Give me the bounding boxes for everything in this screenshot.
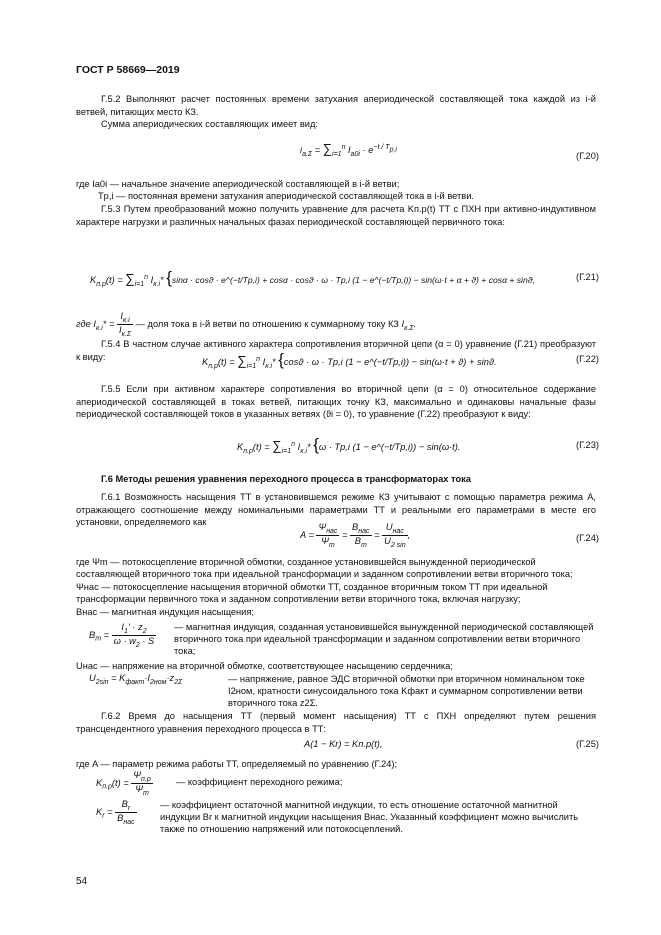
formula-b-m: $B_m$ = $\frac{I_1' \cdot z_2}{\omega \cdot w_2 \cdot S}$: [89, 622, 155, 649]
equation-g25: A(1 − Kr) = Kп.р(t),: [304, 739, 383, 749]
equation-g23: $K_{п.р}(t) = \sum_{i=1}^n$ $I_{к.i}*$ {ω · Tp,i (1 − e^(−t/Tp,i)) − sin(ω·t).: [237, 435, 461, 455]
paragraph-g54: Г.5.4 В частном случае активного характера сопротивления вторичной цепи (α = 0) уравнение (Г.21) преобразуют к виду:: [76, 339, 596, 362]
equation-number-g22: (Г.22): [575, 354, 599, 364]
equation-g23-body: ω · Tp,i (1 − e^(−t/Tp,i)) − sin(ω·t).: [318, 442, 461, 452]
paragraph-g53: Г.5.3 Путем преобразований можно получить уравнение для расчета Kп.р(t) ТТ с ПХН при активно-индуктивном характере нагрузки и различных начальных фазах периодической составляющей первичного тока:: [76, 204, 596, 227]
definition-b-m: — магнитная индукция, созданная установившейся вынужденной периодической составляющей вторичного тока при идеальной трансформации и заданном сопротивлении ветви вторичного тока;: [174, 622, 594, 657]
paragraph-g62: Г.6.2 Время до насыщения ТТ (первый момент насыщения) ТТ с ПХН определяют путем решения трансцендентного уравнения переходного процесса в ТТ:: [76, 711, 596, 734]
definition-u-2sin: — напряжение, равное ЭДС вторичной обмотки при вторичном номинальном токе I2ном, кратности синусоидального тока Kфакт и суммарном сопротивлении ветви вторичного тока z2Σ.: [228, 674, 585, 709]
equation-number-g20: (Г.20): [575, 151, 599, 161]
definition-psi-m: где Ψm — потокосцепление вторичной обмотки, созданное установившейся вынужденной периодической составляющей вторичного тока при идеальной трансформации и заданном сопротивлении ветви вторичного тока;: [76, 557, 573, 580]
definition-k-r: — коэффициент остаточной магнитной индукции, то есть отношение остаточной магнитной индукции Br к магнитной индукции насыщения Bнас. Указанный коэффициент можно вычислить также по отношению напряжений или потокосцеплений.: [160, 800, 579, 835]
definition-tp: Tp,i — постоянная времени затухания апериодической составляющей тока в i-й ветви.: [98, 191, 475, 201]
equation-g20: $i_{a.\Sigma} = \sum_{i=1}^n$ $I_{a0i} \cdot e^{-t / T_{p,i}}$: [300, 141, 397, 158]
paragraph-g52b: Сумма апериодических составляющих имеет вид:: [101, 119, 318, 129]
definition-psi-nas: Ψнас — потокосцепление насыщения вторичной обмотки ТТ, созданное вторичным током ТТ при идеальной трансформации первичного тока и заданном сопротивлении ветви вторичного тока, включая нагрузку;: [76, 582, 548, 605]
paragraph-g55: Г.5.5 Если при активном характере сопротивления во вторичной цепи (α = 0) относительное содержание апериодической составляющей в токах ветвей, питающих точку КЗ, максимально и одинаковы начальные фазы периодической составляющей токов в указанных ветвях (ϑi = 0), то уравнение (Г.22) преобразуют к виду:: [76, 384, 596, 420]
definition-ik: где $I_{к.i}*$ = $\frac{I_{к.i}}{I_{к.\Sigma}}$ — доля тока в i-й ветви по отношению к суммарному току КЗ $I_{к.\Sigma}$.: [76, 311, 417, 338]
definition-ia0: где Ia0i — начальное значение апериодической составляющей в i-й ветви;: [76, 179, 400, 189]
equation-number-g25: (Г.25): [575, 739, 599, 749]
definition-k-pr: — коэффициент переходного режима;: [176, 777, 343, 787]
equation-number-g24: (Г.24): [575, 533, 599, 543]
equation-g22-body: cosϑ · ω · Tp,i (1 − e^(−t/Tp,i)) − sin(ω·t + ϑ) + sinϑ.: [283, 357, 497, 367]
formula-u-2sin: $U_{2sin} = K_{факт}\cdot I_{2ном}\cdot z_{2\Sigma}$: [89, 673, 183, 686]
page-number: 54: [76, 876, 88, 887]
paragraph-g52a: Г.5.2 Выполняют расчет постоянных времени затухания апериодической составляющей тока каждой из i-й ветвей, питающих место КЗ.: [76, 94, 596, 117]
equation-g21-body: sinα · cosϑ · e^(−t/Tp,i) + cosα · cosϑ · ω · Tp,i (1 − e^(−t/Tp,i)) − sin(ω·t + α + ϑ) + cosα + sinϑ,: [171, 275, 535, 285]
paragraph-g61: Г.6.1 Возможность насыщения ТТ в установившемся режиме КЗ учитывают с помощью параметра режима A, отражающего соотношение между номинальными параметрами ТТ и реальными его параметрами в месте его установки, определяемого как: [76, 492, 596, 528]
section-heading-g6: Г.6 Методы решения уравнения переходного процесса в трансформаторах тока: [101, 474, 471, 484]
definition-u-nas: Uнас — напряжение на вторичной обмотке, соответствующее насыщению сердечника;: [76, 661, 453, 671]
equation-number-g23: (Г.23): [575, 440, 599, 450]
definition-b-nas: Bнас — магнитная индукция насыщения;: [76, 607, 254, 617]
equation-g24: A = $\frac{\Psi_{нас}}{\Psi_m}$ = $\frac{B_{нас}}{B_m}$ = $\frac{U_{нас}}{U_{2 sin}}$ ,: [300, 522, 411, 549]
equation-number-g21: (Г.21): [575, 272, 599, 282]
equation-g22: $K_{п.р}(t) = \sum_{i=1}^n$ $I_{к.i}*$ {cosϑ · ω · Tp,i (1 − e^(−t/Tp,i)) − sin(ω·t + ϑ) + sinϑ.: [202, 350, 497, 370]
document-header: ГОСТ Р 58669—2019: [76, 64, 180, 76]
formula-k-r: $K_r$ = $\frac{B_r}{B_{нас}}$: [96, 799, 135, 826]
equation-g21: $K_{п.р}(t) = \sum_{i=1}^n$ $I_{к.i}*$ {sinα · cosϑ · e^(−t/Tp,i) + cosα · cosϑ · ω · Tp,i (1 − e^(−t/Tp,i)) − sin(ω·t + α + ϑ) + cosα + sinϑ,: [90, 268, 535, 288]
formula-k-pr: $K_{п.р}(t)$ = $\frac{\Psi_{п.р}}{\Psi_m}$: [96, 770, 151, 797]
definition-a: где A — параметр режима работы ТТ, определяемый по уравнению (Г.24);: [76, 759, 398, 769]
